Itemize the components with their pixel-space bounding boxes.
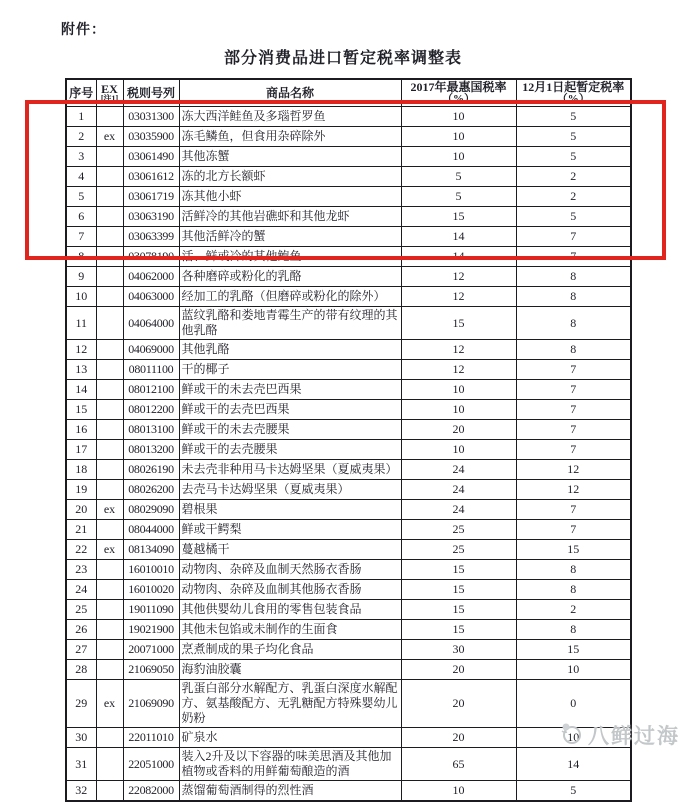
table-row	[66, 600, 631, 620]
row-ex-flag	[96, 620, 123, 640]
table-row	[66, 520, 631, 540]
row-tariff-code: 03063190	[123, 207, 179, 227]
row-ex-flag: ex	[96, 127, 123, 147]
row-ex-flag	[96, 287, 123, 307]
row-index: 13	[66, 360, 96, 380]
row-ex-flag	[96, 247, 123, 267]
row-temp-rate: 8	[516, 307, 631, 340]
row-mfn-rate: 10	[401, 147, 516, 167]
row-index: 11	[66, 307, 96, 340]
row-temp-rate: 7	[516, 500, 631, 520]
row-temp-rate: 2	[516, 167, 631, 187]
row-index: 1	[66, 107, 96, 127]
row-ex-flag	[96, 207, 123, 227]
row-product-name: 未去壳非种用马卡达姆坚果（夏威夷果）	[179, 460, 401, 480]
col-header-tariff-code-label: 税则号列	[126, 86, 175, 100]
row-mfn-rate: 65	[401, 748, 516, 781]
row-tariff-code: 04069000	[123, 340, 179, 360]
row-index: 28	[66, 660, 96, 680]
row-mfn-rate: 10	[401, 440, 516, 460]
row-index: 27	[66, 640, 96, 660]
row-tariff-code: 03061490	[123, 147, 179, 167]
row-index: 10	[66, 287, 96, 307]
col-header-ex-note: [注1]	[100, 94, 119, 103]
table-row	[66, 680, 631, 728]
row-product-name: 活、鲜或冷的其他鲍鱼	[179, 247, 401, 267]
attachment-label: 附件：	[61, 23, 106, 38]
row-index: 18	[66, 460, 96, 480]
row-temp-rate: 8	[516, 267, 631, 287]
row-tariff-code: 08026200	[123, 480, 179, 500]
row-mfn-rate: 25	[401, 540, 516, 560]
row-index: 15	[66, 400, 96, 420]
table-row	[66, 187, 631, 207]
row-index: 12	[66, 340, 96, 360]
watermark-text: 八鲜过海	[588, 725, 680, 748]
col-header-temp-rate	[516, 79, 631, 107]
row-product-name: 去壳马卡达姆坚果（夏威夷果）	[179, 480, 401, 500]
row-mfn-rate: 10	[401, 380, 516, 400]
table-row	[66, 620, 631, 640]
row-ex-flag	[96, 580, 123, 600]
row-ex-flag	[96, 460, 123, 480]
row-mfn-rate: 5	[401, 167, 516, 187]
row-tariff-code: 08134090	[123, 540, 179, 560]
row-ex-flag	[96, 480, 123, 500]
row-mfn-rate: 24	[401, 500, 516, 520]
row-mfn-rate: 15	[401, 620, 516, 640]
table-row	[66, 420, 631, 440]
row-ex-flag	[96, 660, 123, 680]
row-tariff-code: 08026190	[123, 460, 179, 480]
table-row	[66, 540, 631, 560]
row-mfn-rate: 15	[401, 600, 516, 620]
row-index: 21	[66, 520, 96, 540]
table-row	[66, 560, 631, 580]
table-row	[66, 400, 631, 420]
row-product-name: 鲜或干的去壳巴西果	[179, 400, 401, 420]
row-product-name: 冻的北方长额虾	[179, 167, 401, 187]
row-temp-rate: 2	[516, 187, 631, 207]
table-row	[66, 500, 631, 520]
table-row	[66, 287, 631, 307]
row-temp-rate: 10	[516, 660, 631, 680]
row-mfn-rate: 15	[401, 307, 516, 340]
row-mfn-rate: 10	[401, 107, 516, 127]
row-index: 16	[66, 420, 96, 440]
row-mfn-rate: 20	[401, 420, 516, 440]
table-row	[66, 227, 631, 247]
row-temp-rate: 7	[516, 400, 631, 420]
row-index: 32	[66, 781, 96, 802]
row-product-name: 碧根果	[179, 500, 401, 520]
row-index: 6	[66, 207, 96, 227]
row-product-name: 活鲜冷的其他岩礁虾和其他龙虾	[179, 207, 401, 227]
row-index: 2	[66, 127, 96, 147]
table-row	[66, 147, 631, 167]
table-row	[66, 781, 631, 802]
row-index: 14	[66, 380, 96, 400]
row-tariff-code: 04062000	[123, 267, 179, 287]
row-temp-rate: 10	[516, 728, 631, 748]
row-mfn-rate: 30	[401, 640, 516, 660]
row-ex-flag	[96, 267, 123, 287]
row-product-name: 蓝纹乳酪和娄地青霉生产的带有纹理的其他乳酪	[179, 307, 401, 340]
row-index: 24	[66, 580, 96, 600]
row-index: 8	[66, 247, 96, 267]
row-index: 19	[66, 480, 96, 500]
row-ex-flag	[96, 560, 123, 580]
row-product-name: 鲜或干鳄梨	[179, 520, 401, 540]
row-temp-rate: 7	[516, 520, 631, 540]
row-mfn-rate: 14	[401, 227, 516, 247]
table-row	[66, 660, 631, 680]
row-temp-rate: 12	[516, 480, 631, 500]
table-row	[66, 580, 631, 600]
row-ex-flag: ex	[96, 540, 123, 560]
col-header-ex	[96, 79, 123, 107]
row-mfn-rate: 5	[401, 187, 516, 207]
row-index: 25	[66, 600, 96, 620]
row-ex-flag	[96, 420, 123, 440]
table-row	[66, 640, 631, 660]
tariff-table	[65, 78, 632, 802]
row-tariff-code: 22051000	[123, 748, 179, 781]
row-tariff-code: 08029090	[123, 500, 179, 520]
table-row	[66, 247, 631, 267]
row-tariff-code: 22082000	[123, 781, 179, 802]
table-row	[66, 207, 631, 227]
row-product-name: 冻大西洋鲑鱼及多瑙哲罗鱼	[179, 107, 401, 127]
row-tariff-code: 03031300	[123, 107, 179, 127]
row-ex-flag	[96, 167, 123, 187]
col-header-mfn-rate-title: 2017年最惠国税率	[410, 80, 507, 94]
table-row	[66, 267, 631, 287]
row-mfn-rate: 20	[401, 728, 516, 748]
row-mfn-rate: 12	[401, 360, 516, 380]
row-ex-flag	[96, 147, 123, 167]
row-mfn-rate: 20	[401, 660, 516, 680]
row-mfn-rate: 24	[401, 460, 516, 480]
row-ex-flag	[96, 728, 123, 748]
table-row	[66, 340, 631, 360]
row-index: 22	[66, 540, 96, 560]
row-ex-flag	[96, 380, 123, 400]
row-product-name: 装入2升及以下容器的味美思酒及其他加植物或香料的用鲜葡萄酿造的酒	[179, 748, 401, 781]
row-tariff-code: 16010010	[123, 560, 179, 580]
row-mfn-rate: 10	[401, 400, 516, 420]
table-header	[66, 79, 631, 107]
row-index: 9	[66, 267, 96, 287]
row-product-name: 鲜或干的未去壳巴西果	[179, 380, 401, 400]
page-title: 部分消费品进口暂定税率调整表	[223, 50, 462, 67]
row-product-name: 乳蛋白部分水解配方、乳蛋白深度水解配方、氨基酸配方、无乳糖配方特殊婴幼儿奶粉	[179, 680, 401, 728]
row-ex-flag: ex	[96, 680, 123, 728]
col-header-product-name-label: 商品名称	[265, 86, 314, 100]
col-header-product-name	[179, 79, 401, 107]
row-temp-rate: 2	[516, 600, 631, 620]
row-temp-rate: 8	[516, 287, 631, 307]
row-ex-flag	[96, 640, 123, 660]
row-product-name: 鲜或干的去壳腰果	[179, 440, 401, 460]
row-temp-rate: 14	[516, 748, 631, 781]
table-row	[66, 728, 631, 748]
row-index: 7	[66, 227, 96, 247]
row-temp-rate: 7	[516, 420, 631, 440]
row-tariff-code: 08044000	[123, 520, 179, 540]
row-mfn-rate: 12	[401, 340, 516, 360]
row-tariff-code: 08013100	[123, 420, 179, 440]
col-header-index-label: 序号	[69, 86, 94, 100]
row-index: 29	[66, 680, 96, 728]
table-row	[66, 127, 631, 147]
row-temp-rate: 7	[516, 360, 631, 380]
row-mfn-rate: 20	[401, 680, 516, 728]
row-temp-rate: 8	[516, 580, 631, 600]
row-temp-rate: 15	[516, 640, 631, 660]
row-tariff-code: 21069050	[123, 660, 179, 680]
table-row	[66, 360, 631, 380]
row-tariff-code: 08012200	[123, 400, 179, 420]
row-mfn-rate: 12	[401, 287, 516, 307]
row-index: 4	[66, 167, 96, 187]
row-temp-rate: 5	[516, 207, 631, 227]
col-header-ex-label: EX	[101, 82, 118, 96]
row-mfn-rate: 15	[401, 560, 516, 580]
row-index: 23	[66, 560, 96, 580]
row-product-name: 其他供婴幼儿食用的零售包装食品	[179, 600, 401, 620]
row-ex-flag	[96, 187, 123, 207]
row-tariff-code: 08013200	[123, 440, 179, 460]
row-product-name: 海豹油胶囊	[179, 660, 401, 680]
row-tariff-code: 04063000	[123, 287, 179, 307]
table-body	[66, 107, 631, 802]
row-index: 30	[66, 728, 96, 748]
row-product-name: 蔓越橘干	[179, 540, 401, 560]
watermark	[559, 720, 680, 750]
row-temp-rate: 8	[516, 340, 631, 360]
row-product-name: 动物肉、杂碎及血制其他肠衣香肠	[179, 580, 401, 600]
row-product-name: 矿泉水	[179, 728, 401, 748]
table-row	[66, 107, 631, 127]
row-mfn-rate: 15	[401, 580, 516, 600]
row-tariff-code: 20071000	[123, 640, 179, 660]
row-temp-rate: 7	[516, 227, 631, 247]
row-tariff-code: 03061612	[123, 167, 179, 187]
row-tariff-code: 03035900	[123, 127, 179, 147]
col-header-mfn-rate-unit: （%）	[442, 93, 475, 105]
row-ex-flag	[96, 107, 123, 127]
table-header-row	[66, 79, 631, 107]
row-ex-flag	[96, 307, 123, 340]
row-product-name: 烹煮制成的果子均化食品	[179, 640, 401, 660]
row-temp-rate: 15	[516, 540, 631, 560]
row-tariff-code: 03063399	[123, 227, 179, 247]
row-product-name: 经加工的乳酪（但磨碎或粉化的除外）	[179, 287, 401, 307]
row-product-name: 各种磨碎或粉化的乳酪	[179, 267, 401, 287]
row-index: 31	[66, 748, 96, 781]
table-row	[66, 307, 631, 340]
row-temp-rate: 5	[516, 147, 631, 167]
row-index: 5	[66, 187, 96, 207]
row-mfn-rate: 24	[401, 480, 516, 500]
row-ex-flag	[96, 781, 123, 802]
row-temp-rate: 7	[516, 380, 631, 400]
row-ex-flag: ex	[96, 500, 123, 520]
col-header-index	[66, 79, 96, 107]
row-tariff-code: 22011010	[123, 728, 179, 748]
row-ex-flag	[96, 440, 123, 460]
row-product-name: 鲜或干的未去壳腰果	[179, 420, 401, 440]
row-index: 17	[66, 440, 96, 460]
row-tariff-code: 08012100	[123, 380, 179, 400]
row-mfn-rate: 10	[401, 781, 516, 802]
row-tariff-code: 19011090	[123, 600, 179, 620]
row-product-name: 动物肉、杂碎及血制天然肠衣香肠	[179, 560, 401, 580]
row-mfn-rate: 14	[401, 247, 516, 267]
row-temp-rate: 5	[516, 127, 631, 147]
row-ex-flag	[96, 748, 123, 781]
row-temp-rate: 12	[516, 460, 631, 480]
row-temp-rate: 5	[516, 781, 631, 802]
row-product-name: 其他未包馅或未制作的生面食	[179, 620, 401, 640]
row-tariff-code: 19021900	[123, 620, 179, 640]
row-product-name: 蒸馏葡萄酒制得的烈性酒	[179, 781, 401, 802]
table-row	[66, 480, 631, 500]
row-ex-flag	[96, 227, 123, 247]
table-row	[66, 167, 631, 187]
row-ex-flag	[96, 340, 123, 360]
row-mfn-rate: 15	[401, 207, 516, 227]
row-ex-flag	[96, 600, 123, 620]
row-product-name: 其他乳酪	[179, 340, 401, 360]
row-mfn-rate: 25	[401, 520, 516, 540]
col-header-tariff-code	[123, 79, 179, 107]
row-index: 26	[66, 620, 96, 640]
row-temp-rate: 5	[516, 107, 631, 127]
row-ex-flag	[96, 520, 123, 540]
row-temp-rate: 8	[516, 620, 631, 640]
row-product-name: 干的椰子	[179, 360, 401, 380]
row-temp-rate: 7	[516, 247, 631, 267]
row-product-name: 冻毛鳞鱼，但食用杂碎除外	[179, 127, 401, 147]
row-tariff-code: 03061719	[123, 187, 179, 207]
row-mfn-rate: 10	[401, 127, 516, 147]
row-product-name: 冻其他小虾	[179, 187, 401, 207]
row-ex-flag	[96, 400, 123, 420]
row-product-name: 其他活鲜冷的蟹	[179, 227, 401, 247]
row-index: 3	[66, 147, 96, 167]
row-temp-rate: 8	[516, 560, 631, 580]
col-header-temp-rate-title: 12月1日起暂定税率	[522, 80, 625, 94]
table-row	[66, 440, 631, 460]
table-row	[66, 380, 631, 400]
table-row	[66, 748, 631, 781]
row-temp-rate: 0	[516, 680, 631, 728]
row-index: 20	[66, 500, 96, 520]
table-row	[66, 460, 631, 480]
col-header-temp-rate-unit: （%）	[556, 93, 590, 105]
mascot-logo-icon	[559, 721, 583, 750]
row-mfn-rate: 12	[401, 267, 516, 287]
col-header-mfn-rate	[401, 79, 516, 107]
row-ex-flag	[96, 360, 123, 380]
row-tariff-code: 04064000	[123, 307, 179, 340]
row-temp-rate: 7	[516, 440, 631, 460]
row-product-name: 其他冻蟹	[179, 147, 401, 167]
row-tariff-code: 21069090	[123, 680, 179, 728]
row-tariff-code: 16010020	[123, 580, 179, 600]
row-tariff-code: 03078190	[123, 247, 179, 267]
row-tariff-code: 08011100	[123, 360, 179, 380]
